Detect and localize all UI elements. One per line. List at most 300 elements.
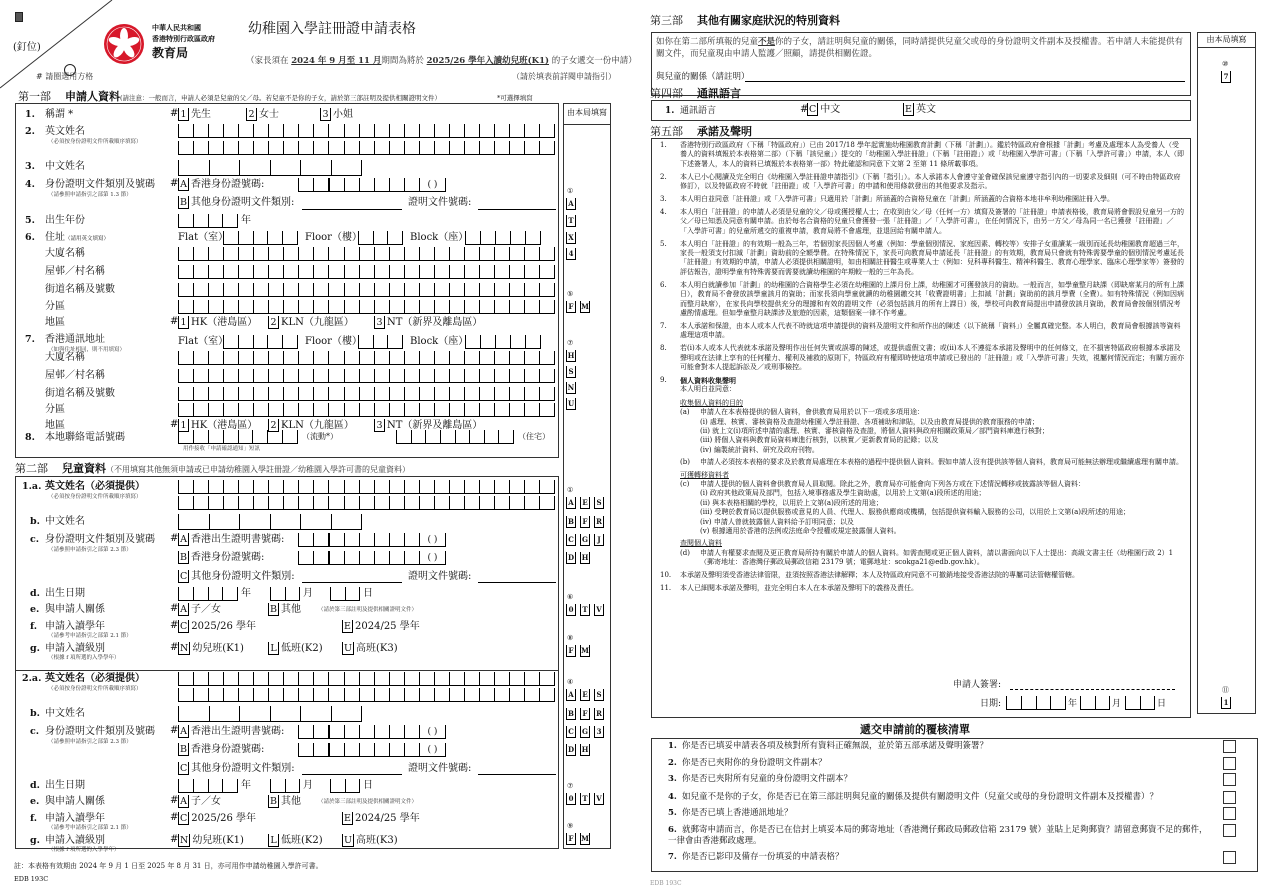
pics-c: 申請人提供的個人資料會供教育局人員取閱。除此之外，教育局亦可能會向下列各方或在下述情況轉移或披露該等個人資料： [700, 480, 1085, 488]
office-mark: ⑦ [567, 339, 574, 347]
mail-floor-boxes[interactable] [358, 335, 403, 349]
english-name-note: （必須按身份證明文件所載順序填寫） [48, 139, 142, 145]
english-name-label: 英文姓名 [45, 126, 85, 137]
hash-mark: # [170, 620, 179, 631]
building-label: 大廈名稱 [45, 248, 85, 259]
access-heading: 查閱個人資料 [680, 539, 722, 548]
child-id-doc-note: （請參照申請指引之部第 2.3 節） [48, 547, 132, 553]
checklist-checkbox[interactable] [1223, 773, 1236, 786]
circle-note: # 請圈選用方格 [36, 72, 94, 81]
language-option-chinese[interactable]: C 中文 [809, 104, 841, 115]
child-chinese-name-label: 中文姓名 [45, 708, 85, 719]
hash-mark: # [170, 642, 179, 653]
mail-estate-boxes[interactable] [178, 369, 555, 383]
office-mark: ④ [567, 678, 574, 686]
signature-label: 申請人簽署: [953, 680, 1002, 690]
declaration-item: 10. 本承諾及聲明須受香港法律管限，並須按照香港法律解釋；本人及特區政府同意不可撤銷地接受香港法院的專屬司法管轄權管轄。 [660, 571, 1079, 580]
building-label: 大廈名稱 [45, 352, 85, 363]
relationship-option-other[interactable]: B 其他 [270, 796, 301, 807]
estate-label: 屋邨／村名稱 [45, 370, 105, 381]
office-code-box: F [566, 833, 576, 845]
mail-building-boxes[interactable] [178, 351, 555, 365]
declaration-item: 4. 本人明白「註冊證」的申請人必須是兒童的父／母或獲授權人士；在收到由父／母（任何一方）填寫及簽署的「註冊證」申請表格後，教育局將會假設兒童另一方的父／母已知悉及同意有關申請。由於每名合資格的兒童只會獲發一張「註冊證」／「入學許可書」，在任何情況下，由另一方父／母為同一名已獲發「註冊證」／「入學許可書」的兒童所遞交的重複申請，教育局將不會處理，並退回給有關申請人。 [660, 207, 1184, 235]
school-year-option-2025[interactable]: C 2025/26 學年 [180, 621, 257, 632]
doc-number-label: 證明文件號碼: [408, 763, 472, 774]
hash-mark: # [170, 795, 179, 806]
title-option-mr[interactable]: 1 先生 [178, 108, 211, 121]
part5-heading: 第五部 承諾及聲明 [650, 125, 752, 138]
office-code-box: J [594, 534, 604, 546]
relationship-option-child[interactable]: A 子／女 [178, 603, 221, 616]
doc-number-label: 證明文件號碼: [408, 197, 472, 208]
child-d-number: d. [30, 780, 40, 791]
office-use-column-right [1197, 32, 1256, 714]
office-code-box: F [580, 708, 590, 720]
office-code-box: M [581, 646, 589, 655]
child-b-number: b. [30, 516, 40, 527]
child-id-doc-note: （請參照申請指引之部第 2.3 節） [48, 739, 132, 745]
office-code-box: M [581, 834, 589, 843]
child-g-number: g. [30, 643, 40, 654]
q8-number: 8. [25, 432, 35, 443]
q2-number: 2. [25, 126, 35, 137]
child-relationship-label: 與申請人關係 [45, 604, 105, 615]
pics-intro: 本人明白並同意： [680, 385, 736, 394]
staple-label: (釘位) [13, 42, 41, 53]
child-doc-number-field[interactable] [478, 774, 556, 775]
id-option-hkid[interactable]: A 香港身份證號碼: [178, 178, 264, 191]
signature-field[interactable] [1010, 689, 1175, 690]
checklist-checkbox[interactable] [1223, 740, 1236, 753]
date-label: 日期: [980, 699, 1002, 709]
school-year-label: 申請入讀學年 [45, 813, 105, 824]
relationship-specify-label: 與兒童的關係（請註明） [656, 72, 750, 82]
q3-number: 3. [25, 161, 35, 172]
declaration-item: 7. 本人承諾和保證，由本人或本人代表不時就這項申請提供的資料及證明文件和所作出的陳述（以下統稱「資料」）全屬真確完整。本人明白，教育局會根據該等資料處理這項申請。 [660, 321, 1181, 340]
part3-instruction: 如你在第二部所填報的兒童不是你的子女，請註明與兒童的關係，同時請提供兒童父或母的身份證明文件副本及授權書。若申請人未能提供有關文件，而兒童現由申請人監護／照顧，請提供相關佐證。 [656, 37, 1184, 59]
office-code-box: 7 [1221, 71, 1231, 83]
child-english-name-note: （必須按身份證明文件所載順序填寫） [48, 686, 142, 692]
checklist-checkbox[interactable] [1223, 851, 1236, 864]
child-id-doc-label: 身份證明文件類別及號碼 [45, 726, 155, 737]
english-name-boxes-line1[interactable] [178, 124, 555, 138]
child-id-option-hkid[interactable]: B 香港身份證號碼: [180, 744, 265, 755]
form-title: 幼稚園入學註冊證申請表格 [248, 21, 416, 37]
dob-day-boxes[interactable] [330, 587, 360, 601]
hksar-emblem-logo [102, 20, 146, 75]
dob-month-boxes[interactable] [270, 587, 300, 601]
checklist-item: 2. 你是否已夾附你的身份證明文件副本？ [668, 758, 827, 768]
office-mark: ① [567, 486, 574, 494]
q6-number: 6. [25, 232, 35, 243]
hash-mark: # [170, 603, 179, 614]
district-label: 地區 [45, 317, 65, 328]
school-year-option-2024[interactable]: E 2024/25 學年 [342, 812, 420, 825]
year-label: 年 [241, 588, 251, 599]
bureau-name: 教育局 [152, 46, 189, 60]
mobile-phone-boxes[interactable] [178, 430, 298, 444]
office-mark: ⑪ [1222, 686, 1229, 694]
sign-day-boxes[interactable] [1125, 696, 1155, 710]
sign-year-boxes[interactable] [1006, 696, 1066, 710]
child-hkid-number-boxes[interactable] [298, 551, 420, 565]
child-id-option-other[interactable]: C 其他身份證明文件類別: [180, 571, 295, 582]
child-dob-label: 出生日期 [45, 588, 85, 599]
school-year-option-2025[interactable]: C 2025/26 學年 [180, 813, 257, 824]
declaration-item: 2. 本人已小心閱讀及完全明白《幼稚園入學註冊證申請指引》（下稱「指引」）。本人承諾本人會遵守並會確保該兒童遵守指引內的一切要求及細則（可不時由特區政府修訂），以及特區政府不時就「註冊證」或「入學許可書」的申請和使用條款發出的其他要求及指示。 [660, 172, 1181, 191]
day-label: 日 [1157, 699, 1167, 709]
child-a-number: 1.a. [22, 481, 42, 492]
title-option-ms[interactable]: 2 女士 [246, 108, 279, 121]
floor-boxes[interactable] [358, 231, 403, 245]
month-label: 月 [1112, 699, 1122, 709]
birth-cert-check-digit-box[interactable]: ( ) [420, 533, 446, 547]
relationship-option-other[interactable]: B 其他 [270, 604, 301, 615]
child-id-option-hkid[interactable]: B 香港身份證號碼: [180, 552, 265, 563]
street-boxes[interactable] [178, 283, 555, 297]
title-label: 稱謂 * [45, 109, 74, 120]
month-label: 月 [303, 588, 313, 599]
child-chinese-name-label: 中文姓名 [45, 516, 85, 527]
child-english-name-boxes-line2[interactable] [178, 496, 555, 510]
office-code-box: X [566, 232, 576, 244]
child-id-option-birth-cert[interactable]: A 香港出生證明書號碼: [178, 725, 284, 738]
child-f-number: f. [30, 813, 38, 824]
checklist-checkbox[interactable] [1223, 807, 1236, 820]
home-label: （住宅） [518, 432, 550, 441]
declaration-text [656, 141, 1184, 597]
pics-d: 申請人有權要求查閱及更正教育局所持有關於申請人的個人資料。如需查閱或更正個人資料，請以書面向以下人士提出：高級文書主任（幼稚園行政 2）1（郵寄地址：香港灣仔郵政局郵政信箱 23179 號；電郵地址：scokga21@edb.gov.hk）。 [700, 548, 1174, 567]
mail-district-option-hk[interactable]: 1 HK（港島區） [178, 419, 257, 432]
office-code-box: M [581, 302, 589, 311]
checklist-checkbox[interactable] [1223, 824, 1236, 837]
sign-month-boxes[interactable] [1080, 696, 1110, 710]
child-other-doc-type-field[interactable] [302, 774, 402, 775]
q5-number: 5. [25, 215, 35, 226]
child-english-name-boxes-line2[interactable] [178, 688, 555, 702]
office-code-box: V [594, 604, 604, 616]
pics-b: 申請人必須按本表格的要求及於教育局處理在本表格的過程中提供個人資料。假如申請人沒有提供該等個人資料，教育局可能無法辦理或繼續處理有關申請。 [700, 458, 1183, 467]
office-mark: ⑧ [567, 634, 574, 642]
office-use-label: 由本局填寫 [1198, 34, 1255, 48]
class-level-label: 申請入讀級別 [45, 835, 105, 846]
form-code: EDB 193C [14, 875, 49, 883]
school-year-option-2024[interactable]: E 2024/25 學年 [342, 620, 420, 633]
mobile-label: （流動*） [302, 432, 338, 441]
child-f-number: f. [30, 621, 38, 632]
mail-block-boxes[interactable] [465, 335, 541, 349]
child-1-section [0, 480, 560, 670]
district-label: 地區 [45, 420, 65, 431]
birth-cert-check-digit-box[interactable]: ( ) [420, 725, 446, 739]
mail-district-option-nt[interactable]: 3 NT（新界及離島區） [374, 419, 482, 432]
child-c-number: c. [30, 726, 40, 737]
birth-year-boxes[interactable] [178, 214, 238, 228]
part1-heading: 第一部 申請人資料(請注意：一般而言，申請人必須是兒童的父／母。若兒童不是你的子女，請於第三部註明及提供相關證明文件） [18, 90, 442, 103]
part2-heading: 第二部 兒童資料（不用填寫其他無須申請或已申請幼稚園入學註冊證／幼稚園入學許可書的兒童資料） [15, 462, 410, 475]
birth-year-label: 出生年份 [45, 215, 85, 226]
class-level-label: 申請入讀級別 [45, 643, 105, 654]
declaration-item: 11. 本人已細閱本承諾及聲明，並完全明白本人在本承諾及聲明下的義務及責任。 [660, 584, 918, 593]
office-code-box: 1 [1221, 697, 1231, 709]
declaration-item: 6. 本人明白就讀參加「計劃」的幼稚園的合資格學生必須在幼稚園的上課月份上課，幼稚園才可獲發該月的資助。一般而言，如學童整月缺課（即缺席某月的所有上課日），教育局不會發放該學童該月的資助；而家長須向學童就讀的幼稚園繳交其「收費證明書」上扣減「計劃」資助前的該月學費（全費）。如有特殊情況（例如因病而整月缺席），在家長向學校提供充分的理據和有效的證明文件（必須包括該月的所有上課日）後，學校可向教育局提出申請發放該月資助，教育局會按個別情況考慮酌情處理。但如學童整月缺課涉及旅遊的因素，這類個案一律不作考慮。 [660, 280, 1184, 317]
year-label: 年 [241, 215, 251, 226]
subdistrict-boxes[interactable] [178, 300, 555, 314]
district-option-nt[interactable]: 3 NT（新界及離島區） [374, 316, 482, 329]
q4-number: 4. [25, 179, 35, 190]
relationship-note: （請於第三部註明及提供相關證明文件） [318, 607, 418, 613]
child-doc-number-field[interactable] [478, 582, 556, 583]
id-option-other[interactable]: B 其他身份證明文件類別: [180, 197, 295, 208]
form-code-right: EDB 193C [650, 880, 682, 887]
office-mark: ⑩ [1222, 60, 1229, 68]
flat-label: Flat（室） [178, 336, 229, 347]
office-code-box: E [580, 689, 590, 701]
child-chinese-name-boxes[interactable] [178, 706, 362, 722]
id-doc-label: 身份證明文件類別及號碼 [45, 179, 155, 190]
office-code-box: G [580, 534, 590, 546]
office-mark: ① [567, 187, 574, 195]
office-code-box: V [594, 793, 604, 805]
child-chinese-name-boxes[interactable] [178, 514, 362, 530]
title-option-miss[interactable]: 3 小姐 [320, 108, 353, 121]
part4-heading: 第四部 通訊語言 [650, 87, 741, 100]
declaration-item-9: 9. 個人資料收集聲明 本人明白並同意： 收集個人資料的目的 (a) 申請人在本表格提供的個人資料，會供教育局用於以下一項或多項用途： (i) 處理、核實、審核資格及查證幼稚園入學註冊證、各項補助和津貼，以及由教育局提供的教育服務的申請； (ii) 就上文(i)項所述申請的處理、核實、審核資格及查證，將個人資料與政府相關政策局／部門資料庫進行核對； (iii) 將個人資料與教育局資料庫進行核對，以核實／更新教育局的記錄；以及 (iv) 編製統計資料、研究及政府刊物。 (b) 申請人必須按本表格的要求及於教育局處理在本表格的過程中提供個人資料。假如申請人沒有提供該等個人資料，教育局可能無法辦理或繼續處理有關申請。 可獲轉移資料者 (c) 申請人提供的個人資料會供教育局人員取閱。除此之外，教育局亦可能會向下列各方或在下述情況轉移或披露該等個人資料： (i) 政府其他政策局及部門，包括入境事務處及學生資助處，以用於上文第(a)段所述的用途； (ii) 與本表格相關的學校，以用於上文第(a)段所述的用途； (iii) 受聘於教育局以提供服務或意見的人員、代理人、服務供應商或機構，包括提供資料輸入服務的公司，以用於上文第(a)段所述的用途； (iv) 申請人曾就披露個人資料給予訂明同意；以及 (v) 根據適用於香港的法例或法庭命令授權或規定披露個人資料。 查閱個人資料 (d) 申請人有權要求查閱及更正教育局所持有關於申請人的個人資料。如需查閱或更正個人資料，請以書面向以下人士提出：高級文書主任（幼稚園行政 2）1（郵寄地址：香港灣仔郵政局郵政信箱 23179 號；電郵地址：scokga21@edb.gov.hk）。 [660, 375, 1183, 567]
birth-cert-number-boxes[interactable] [298, 725, 420, 739]
class-level-note: （根據 f 項所選的入學學年） [48, 655, 120, 661]
building-boxes[interactable] [178, 247, 555, 261]
child-id-option-other[interactable]: C 其他身份證明文件類別: [180, 763, 295, 774]
relationship-option-child[interactable]: A 子／女 [178, 795, 221, 808]
other-doc-type-field[interactable] [302, 209, 402, 210]
hash-mark: # [170, 178, 179, 189]
street-label: 街道名稱及號數 [45, 388, 115, 399]
read-guide-note: （請於填表前詳閱申請指引） [512, 72, 616, 81]
office-code-box: 4 [566, 248, 576, 260]
declaration-item: 5. 本人明白「註冊證」的有效期一般為三年，若個別家長因個人考慮（例如：學童個別情況、家庭因素、轉校等）安排子女重讀某一級別而延長幼稚園教育超過三年，家長一般須支付扣減「計劃」資助前的全額學費。在特殊情況下，家長可向教育局申請延長「註冊證」的有效期，教育局只會就有特殊需要學童的個別情況考慮延長「註冊證」有效期的申請，申請人必須提供相關證明，如由相關註冊醫生或專業人士（例如：兒科專科醫生、精神科醫生、教育心理學家、臨床心理學家等）簽發的評估報告，證明學童有特殊需要而需要就讀幼稚園的年期較一般的三年為長。 [660, 239, 1184, 276]
district-option-kln[interactable]: 2 KLN（九龍區） [268, 316, 354, 329]
office-code-box: H [581, 745, 589, 754]
language-label: 通訊語言 [680, 106, 717, 116]
class-option-k3[interactable]: U 高班(K3) [344, 643, 398, 654]
street-label: 街道名稱及號數 [45, 284, 115, 295]
office-code-box: 0 [566, 793, 576, 805]
declaration-item: 8. 若(i)本人或本人代表就本承諾及聲明作出任何失實或誤導的陳述，或提供虛假文書；或(ii)本人不遵從本承諾及聲明中的任何條文，在不損害特區政府根據本承諾及聲明或在法律上享有的任何權力、權利及補救的原則下，特區政府有權即時使這項申請或已發出的「註冊證」或「入學許可書」失效，視屬何情況而定；有關方面亦可能會對本人提起訴訟及／或刑事檢控。 [660, 344, 1184, 372]
dob-month-boxes[interactable] [270, 779, 300, 793]
transfer-heading: 可獲轉移資料者 [680, 470, 729, 479]
hash-mark: # [170, 316, 179, 327]
office-mark: ⑥ [567, 593, 574, 601]
pics-a: 申請人在本表格提供的個人資料，會供教育局用於以下一項或多項用途： [700, 408, 924, 417]
office-code-box: 0 [566, 604, 576, 616]
hash-mark: # [170, 812, 179, 823]
validity-note: 註：本表格有效期由 2024 年 9 月 1 日至 2025 年 8 月 31 日，亦可用作申請幼稚園入學許可書。 [14, 862, 323, 870]
hash-mark: # [800, 104, 809, 115]
child-english-name-boxes-line1[interactable] [178, 480, 555, 494]
birth-cert-number-boxes[interactable] [298, 533, 420, 547]
year-label: 年 [241, 780, 251, 791]
child-divider [15, 670, 559, 671]
pics-title: 個人資料收集聲明 [680, 375, 736, 385]
mail-district-option-kln[interactable]: 2 KLN（九龍區） [268, 419, 354, 432]
office-mark: ⑤ [567, 290, 574, 298]
day-label: 日 [363, 780, 373, 791]
part3-heading: 第三部 其他有關家庭狀況的特別資料 [650, 14, 840, 27]
block-boxes[interactable] [465, 231, 541, 245]
child-english-name-label: 英文姓名（必須提供） [45, 673, 145, 684]
office-code-box: A [566, 497, 576, 509]
estate-boxes[interactable] [178, 265, 555, 279]
year-label: 年 [1068, 699, 1078, 709]
class-option-k2[interactable]: L 低班(K2) [268, 642, 323, 655]
relationship-specify-field[interactable] [745, 81, 1185, 82]
block-label: Block（座） [410, 336, 469, 347]
doc-number-field[interactable] [478, 209, 556, 210]
mailing-address-note: （如與住址相同，則不用填寫） [48, 347, 126, 353]
child-hkid-check-digit-box[interactable]: ( ) [420, 551, 446, 565]
subdistrict-label: 分區 [45, 404, 65, 415]
child-2-section [0, 672, 560, 853]
child-e-number: e. [30, 604, 40, 615]
checklist-checkbox[interactable] [1223, 791, 1236, 804]
checklist-item: 3. 你是否已夾附所有兒童的身份證明文件副本？ [668, 774, 853, 784]
child-e-number: e. [30, 796, 40, 807]
chinese-name-boxes[interactable] [178, 160, 362, 176]
flat-boxes[interactable] [223, 231, 298, 245]
office-code-box: R [594, 516, 604, 528]
home-phone-boxes[interactable] [396, 430, 514, 444]
office-code-box: T [580, 793, 590, 805]
mail-flat-boxes[interactable] [223, 335, 298, 349]
class-option-k2[interactable]: L 低班(K2) [268, 834, 323, 847]
english-name-boxes-line2[interactable] [178, 141, 555, 155]
child-dob-label: 出生日期 [45, 780, 85, 791]
sms-note: 用作接收「申請確認通知」短訊 [183, 446, 261, 452]
declaration-item: 1. 香港特別行政區政府（下稱「特區政府」）已由 2017/18 學年起實施幼稚園教育計劃（下稱「計劃」）。鑑於特區政府會根據「計劃」考慮及處理本人為受養人（受養人的資料填報於本表格第二部）（下稱「該兒童」）提交的「幼稚園入學註冊證」（下稱「註冊證」）或「幼稚園入學許可書」（下稱「入學許可書」）申請，本人（即下述簽署人，本人的資料已填報於本表格第一部）特此確認和同意下文第 2 至第 11 條所載事項。 [660, 141, 1184, 168]
office-code-box: H [581, 553, 589, 562]
child-d-number: d. [30, 588, 40, 599]
hash-mark: # [170, 108, 179, 119]
checklist-item: 7. 你是否已影印及備存一份填妥的申請表格？ [668, 852, 844, 862]
relationship-note: （請於第三部註明及提供相關證明文件） [318, 799, 418, 805]
office-mark: ⑦ [567, 782, 574, 790]
flat-label: Flat（室） [178, 232, 229, 243]
office-code-box: S [566, 366, 576, 378]
office-code-box: S [594, 689, 604, 701]
hash-mark: # [170, 533, 179, 544]
form-subtitle: （家長須在 2024 年 9 月至 11 月期間為將於 2025/26 學年入讀幼兒班(K1) 的子女遞交一份申請） [246, 56, 637, 66]
q1-number: 1. [25, 109, 35, 120]
office-code-box: U [567, 399, 575, 408]
gov-name-line2: 香港特別行政區政府 [152, 34, 215, 43]
id-doc-note: （請參照申請指引之部第 1.3 節） [48, 192, 132, 198]
mail-street-boxes[interactable] [178, 387, 555, 401]
child-c-number: c. [30, 534, 40, 545]
office-code-box: A [566, 689, 576, 701]
dob-year-boxes[interactable] [178, 779, 238, 793]
child-other-doc-type-field[interactable] [302, 582, 402, 583]
checklist-checkbox[interactable] [1223, 757, 1236, 770]
checklist-item: 4. 如兒童不是你的子女，你是否已在第三部註明與兒童的關係及提供有關證明文件（兒童父或母的身份證明文件副本及授權書）？ [668, 792, 1159, 802]
office-code-box: E [580, 497, 590, 509]
gov-name-line1: 中華人民共和國 [152, 23, 201, 32]
office-mark: ⑨ [567, 822, 574, 830]
office-code-box: C [566, 726, 576, 738]
class-option-k1[interactable]: N 幼兒班(K1) [180, 835, 244, 846]
day-label: 日 [363, 588, 373, 599]
q7-number: 7. [25, 334, 35, 345]
office-use-label: 由本局填寫 [564, 106, 610, 125]
checklist-item: 1. 你是否已填妥申請表各項及核對所有資料正確無誤，並於第五部承諾及聲明簽署？ [668, 741, 989, 751]
child-hkid-number-boxes[interactable] [298, 743, 420, 757]
school-year-note: （請參考申請指引之部第 2.1 節） [48, 633, 132, 639]
floor-label: Floor（樓） [305, 336, 362, 347]
child-hkid-check-digit-box[interactable]: ( ) [420, 743, 446, 757]
child-relationship-label: 與申請人關係 [45, 796, 105, 807]
declaration-item: 3. 本人明白並同意「註冊證」或「入學許可書」只適用於「計劃」所涵蓋的合資格兒童在「計劃」所涵蓋的合資格本地非牟利幼稚園註冊入學。 [660, 195, 1114, 204]
staple-marker-icon [15, 12, 23, 22]
month-label: 月 [303, 780, 313, 791]
office-code-box: D [567, 745, 575, 754]
purpose-heading: 收集個人資料的目的 [680, 398, 743, 407]
mail-subdistrict-boxes[interactable] [178, 403, 555, 417]
subdistrict-label: 分區 [45, 301, 65, 312]
phone-label: 本地聯絡電話號碼 [45, 432, 125, 443]
child-english-name-note: （必須按身份證明文件所載順序填寫） [48, 494, 142, 500]
dob-year-boxes[interactable] [178, 587, 238, 601]
child-g-number: g. [30, 835, 40, 846]
office-code-box: H [567, 351, 575, 360]
hkid-number-boxes[interactable] [298, 178, 420, 192]
child-id-option-birth-cert[interactable]: A 香港出生證明書號碼: [178, 533, 284, 546]
hkid-check-digit-box[interactable]: ( ) [420, 178, 446, 192]
address-label: 住址（請用英文填寫） [45, 232, 110, 243]
child-english-name-boxes-line1[interactable] [178, 672, 555, 686]
checklist-title: 遞交申請前的覆核清單 [860, 723, 970, 736]
child-a-number: 2.a. [22, 673, 42, 684]
office-code-box: F [566, 301, 576, 313]
office-code-box: C [566, 534, 576, 546]
block-label: Block（座） [410, 232, 469, 243]
office-code-box: R [594, 708, 604, 720]
district-option-hk[interactable]: 1 HK（港島區） [178, 316, 257, 329]
office-code-box: F [580, 516, 590, 528]
chinese-name-label: 中文姓名 [45, 161, 85, 172]
hash-mark: # [170, 725, 179, 736]
dob-day-boxes[interactable] [330, 779, 360, 793]
office-code-box: F [566, 645, 576, 657]
floor-label: Floor（樓） [305, 232, 362, 243]
office-code-box: D [567, 553, 575, 562]
child-b-number: b. [30, 708, 40, 719]
office-code-box: S [594, 497, 604, 509]
class-level-note: （根據 f 項所選的入學學年） [48, 847, 120, 853]
office-code-box: B [566, 708, 576, 720]
office-code-box: A [566, 198, 576, 210]
school-year-note: （請參考申請指引之部第 2.1 節） [48, 825, 132, 831]
class-option-k3[interactable]: U 高班(K3) [344, 835, 398, 846]
office-code-box: 3 [594, 726, 604, 738]
class-option-k1[interactable]: N 幼兒班(K1) [180, 643, 244, 654]
doc-number-label: 證明文件號碼: [408, 571, 472, 582]
language-option-english[interactable]: E 英文 [903, 103, 936, 116]
language-number: 1. [665, 106, 675, 116]
child-id-doc-label: 身份證明文件類別及號碼 [45, 534, 155, 545]
hash-mark: # [170, 419, 179, 430]
office-code-box: B [566, 516, 576, 528]
estate-label: 屋邨／村名稱 [45, 266, 105, 277]
hash-mark: # [170, 834, 179, 845]
